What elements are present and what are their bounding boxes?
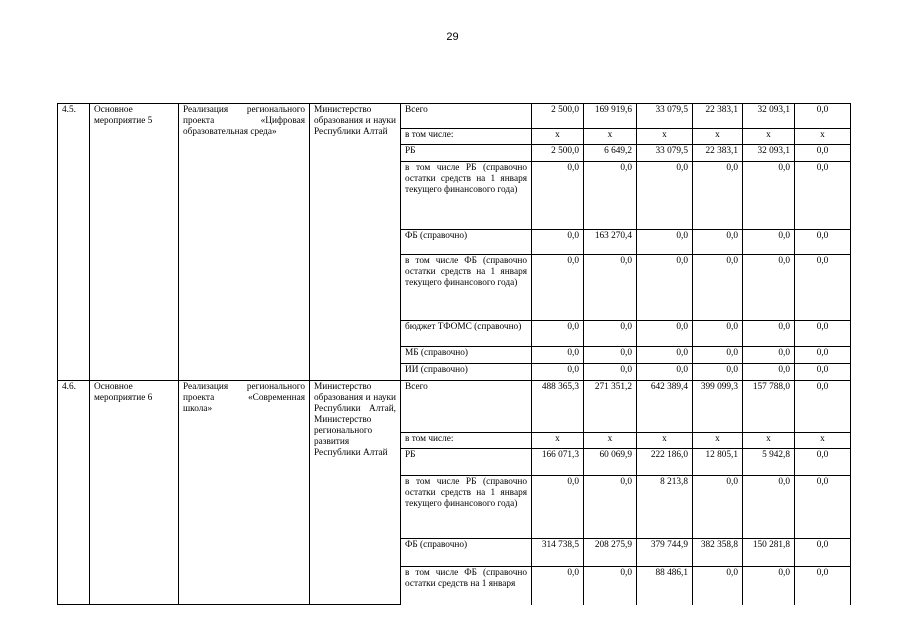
funding-value: 0,0 [743,230,795,255]
funding-value: 0,0 [584,347,637,364]
funding-value: 0,0 [532,230,584,255]
funding-source-label: в том числе ФБ (справочно остатки средств на 1 января [401,567,532,605]
funding-source-label: ФБ (справочно) [401,230,532,255]
funding-value: 0,0 [795,145,851,162]
funding-value: х [584,433,637,449]
funding-value: 0,0 [584,255,637,321]
funding-value: 0,0 [532,364,584,381]
funding-value: 222 186,0 [637,449,693,476]
funding-value: 271 351,2 [584,381,637,433]
funding-value: 32 093,1 [743,145,795,162]
funding-value: 157 788,0 [743,381,795,433]
responsible-executor: Министерство образования и науки Республики Алтай, Министерство регионального развития Республики Алтай [310,381,401,605]
funding-value: 60 069,9 [584,449,637,476]
table-row [58,381,851,433]
funding-value: 88 486,1 [637,567,693,605]
funding-value: х [532,129,584,145]
funding-value: 0,0 [637,321,693,347]
responsible-executor: Министерство образования и науки Республики Алтай [310,104,401,381]
activity-name: Основное мероприятие 6 [90,381,179,605]
funding-value: х [584,129,637,145]
funding-value: 0,0 [693,347,743,364]
funding-value: 0,0 [795,104,851,129]
funding-value: 33 079,5 [637,104,693,129]
funding-value: 33 079,5 [637,145,693,162]
funding-value: 32 093,1 [743,104,795,129]
funding-value: 0,0 [584,476,637,539]
funding-value: 0,0 [795,449,851,476]
funding-value: 0,0 [584,364,637,381]
funding-value: 0,0 [637,364,693,381]
funding-value: 2 500,0 [532,145,584,162]
funding-value: 0,0 [637,230,693,255]
funding-value: 0,0 [693,230,743,255]
funding-source-label: ФБ (справочно) [401,539,532,567]
funding-value: 150 281,8 [743,539,795,567]
funding-value: х [743,433,795,449]
activity-name: Основное мероприятие 5 [90,104,179,381]
funding-value: 169 919,6 [584,104,637,129]
funding-value: 488 365,3 [532,381,584,433]
funding-source-label: в том числе: [401,129,532,145]
funding-source-label: ИИ (справочно) [401,364,532,381]
funding-value: 0,0 [584,321,637,347]
table-row [58,104,851,129]
funding-value: 0,0 [743,347,795,364]
funding-value: 0,0 [743,255,795,321]
funding-value: 0,0 [532,321,584,347]
funding-value: х [693,433,743,449]
funding-value: 0,0 [532,476,584,539]
funding-value: 0,0 [693,567,743,605]
funding-value: 0,0 [693,364,743,381]
funding-value: 379 744,9 [637,539,693,567]
funding-source-label: в том числе РБ (справочно остатки средств на 1 января текущего финансового года) [401,476,532,539]
funding-value: 0,0 [795,230,851,255]
funding-value: 0,0 [693,476,743,539]
funding-value: 8 213,8 [637,476,693,539]
funding-value: х [532,433,584,449]
funding-value: х [637,433,693,449]
funding-value: 0,0 [693,321,743,347]
funding-value: 0,0 [795,539,851,567]
funding-value: 0,0 [584,162,637,230]
funding-value: 0,0 [532,255,584,321]
funding-value: 0,0 [743,476,795,539]
activity-description: Реализация регионального проекта «Цифровая образовательная среда» [179,104,310,381]
funding-value: 0,0 [795,162,851,230]
funding-value: 399 099,3 [693,381,743,433]
page-number: 29 [446,31,459,43]
funding-value: 0,0 [795,381,851,433]
funding-value: 163 270,4 [584,230,637,255]
funding-value: 0,0 [532,567,584,605]
funding-value: 0,0 [795,347,851,364]
row-number: 4.6. [58,381,90,605]
funding-value: 0,0 [795,476,851,539]
funding-value: 0,0 [795,364,851,381]
funding-value: х [637,129,693,145]
funding-value: 0,0 [795,321,851,347]
funding-value: 0,0 [637,255,693,321]
activity-description: Реализация регионального проекта «Современная школа» [179,381,310,605]
funding-value: 0,0 [743,162,795,230]
funding-value: 0,0 [693,162,743,230]
funding-value: 0,0 [693,255,743,321]
funding-source-label: в том числе: [401,433,532,449]
funding-source-label: Всего [401,104,532,129]
funding-value: 208 275,9 [584,539,637,567]
funding-source-label: бюджет ТФОМС (справочно) [401,321,532,347]
funding-value: 0,0 [532,162,584,230]
funding-value: 166 071,3 [532,449,584,476]
funding-value: 0,0 [637,347,693,364]
funding-value: 0,0 [532,347,584,364]
funding-source-label: Всего [401,381,532,433]
budget-table [57,103,851,605]
funding-source-label: МБ (справочно) [401,347,532,364]
funding-value: 0,0 [795,255,851,321]
funding-value: 5 942,8 [743,449,795,476]
funding-source-label: РБ [401,145,532,162]
funding-value: 314 738,5 [532,539,584,567]
funding-value: 2 500,0 [532,104,584,129]
funding-value: х [743,129,795,145]
funding-value: х [693,129,743,145]
funding-value: 0,0 [637,162,693,230]
funding-source-label: в том числе РБ (справочно остатки средств на 1 января текущего финансового года) [401,162,532,230]
funding-source-label: РБ [401,449,532,476]
funding-value: 22 383,1 [693,104,743,129]
funding-value: 0,0 [743,364,795,381]
funding-value: 0,0 [743,321,795,347]
funding-value: 642 389,4 [637,381,693,433]
row-number: 4.5. [58,104,90,381]
funding-value: 6 649,2 [584,145,637,162]
funding-value: 382 358,8 [693,539,743,567]
funding-value: 22 383,1 [693,145,743,162]
funding-value: 12 805,1 [693,449,743,476]
funding-value: 0,0 [743,567,795,605]
funding-value: 0,0 [795,567,851,605]
funding-source-label: в том числе ФБ (справочно остатки средств на 1 января текущего финансового года) [401,255,532,321]
funding-value: х [795,129,851,145]
funding-value: х [795,433,851,449]
funding-value: 0,0 [584,567,637,605]
